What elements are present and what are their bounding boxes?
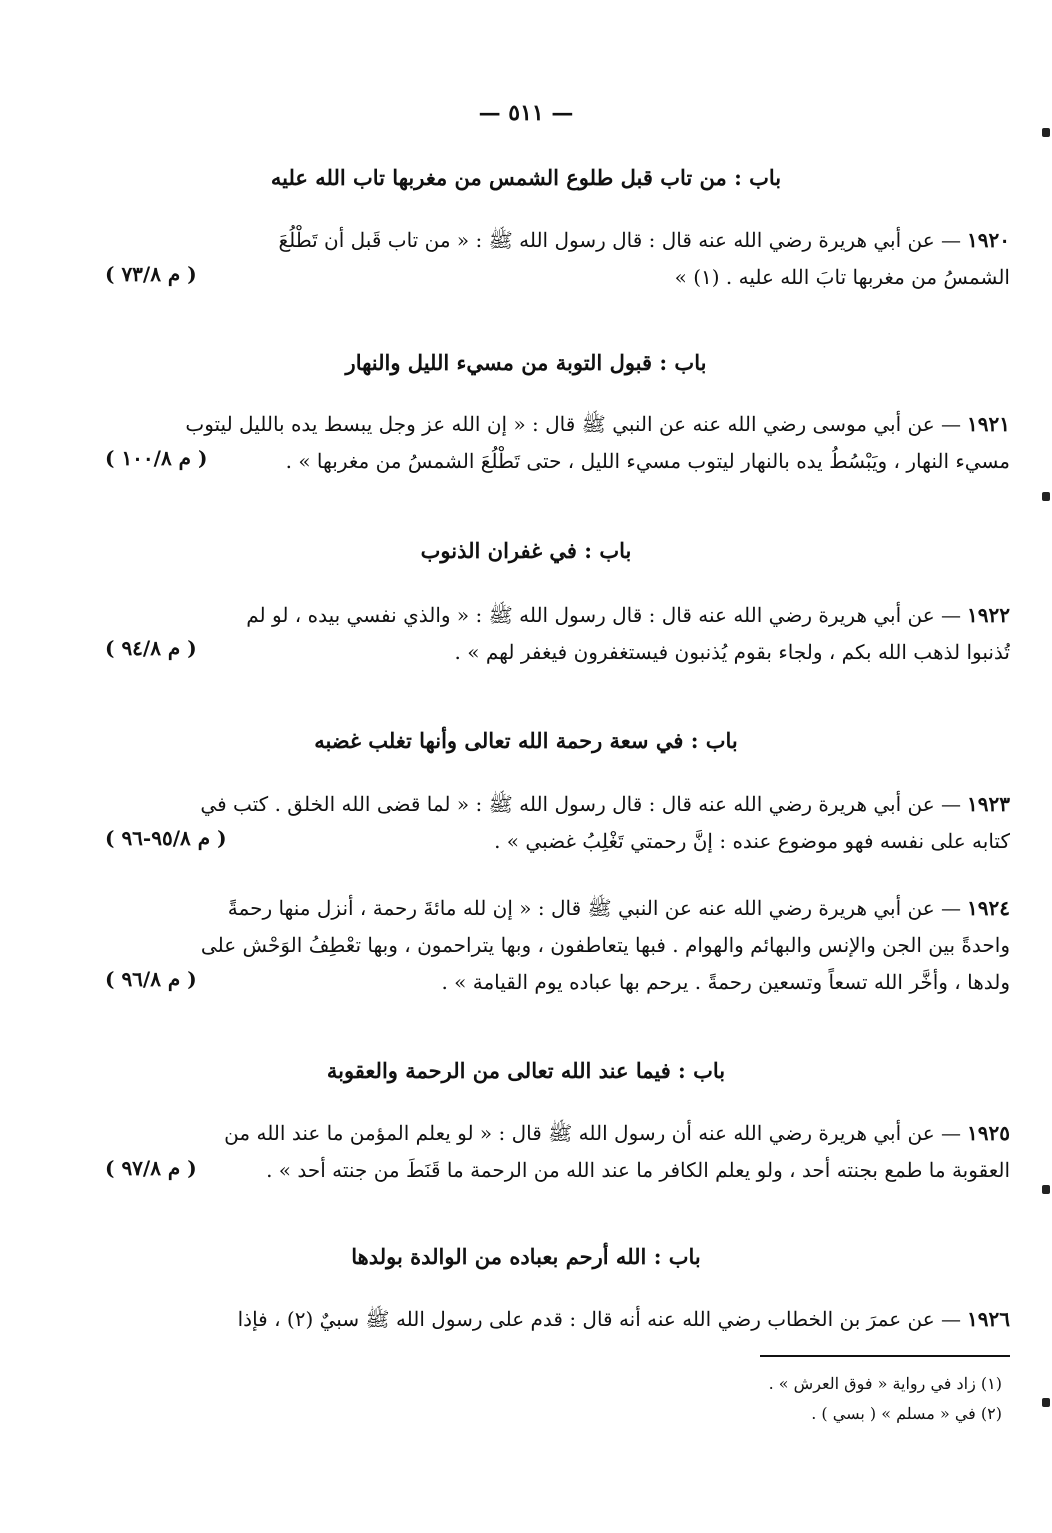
section-heading-6: باب : الله أرحم بعباده من الوالدة بولدها bbox=[351, 1244, 701, 1269]
section-heading-3: باب : في غفران الذنوب bbox=[420, 538, 632, 563]
source-reference: ( م ٩٧/٨ ) bbox=[105, 1156, 197, 1180]
hadith-number: ١٩٢٤ bbox=[967, 896, 1010, 920]
page-number: — ٥١١ — bbox=[478, 100, 574, 126]
scan-mark bbox=[1042, 1185, 1050, 1194]
hadith-text-line: — عن أبي هريرة رضي الله عنه أن رسول الله ﷺ قال : « لو يعلم المؤمن ما عند الله من bbox=[224, 1121, 962, 1145]
hadith-text-line: تُذنبوا لذهب الله بكم ، ولجاء بقوم يُذنبون فيستغفرون فيغفر لهم » . bbox=[454, 640, 1010, 664]
hadith-number: ١٩٢٣ bbox=[967, 792, 1010, 816]
source-reference: ( م ٩٦/٨ ) bbox=[105, 967, 197, 991]
hadith-text-line: العقوبة ما طمع بجنته أحد ، ولو يعلم الكافر ما عند الله من الرحمة ما قَنَطَ من جنته أحد » . bbox=[266, 1158, 1010, 1182]
source-reference: ( م ١٠٠/٨ ) bbox=[105, 446, 208, 470]
scan-mark bbox=[1042, 1398, 1050, 1407]
hadith-text-line: كتابه على نفسه فهو موضوع عنده : إنَّ رحمتي تَغْلِبُ غضبي » . bbox=[494, 829, 1010, 853]
hadith-1925 bbox=[100, 1115, 1010, 1189]
scan-mark bbox=[1042, 128, 1050, 137]
footnote-1: (١) زاد في رواية « فوق العرش » . bbox=[768, 1374, 1002, 1393]
source-reference: ( م ٧٣/٨ ) bbox=[105, 262, 197, 286]
hadith-1926 bbox=[100, 1301, 1010, 1338]
hadith-text-line: — عن أبي هريرة رضي الله عنه قال : قال رسول الله ﷺ : « لما قضى الله الخلق . كتب في bbox=[200, 792, 962, 816]
hadith-text-line: — عن عمرَ بن الخطاب رضي الله عنه أنه قال : قدم على رسول الله ﷺ سبيٌ (٢) ، فإذا bbox=[237, 1307, 962, 1331]
section-heading-1: باب : من تاب قبل طلوع الشمس من مغربها تاب الله عليه bbox=[270, 165, 782, 190]
hadith-1922 bbox=[100, 597, 1010, 671]
hadith-text-line: الشمسُ من مغربها تابَ الله عليه . (١) » bbox=[674, 265, 1010, 289]
hadith-1923 bbox=[100, 786, 1010, 860]
hadith-1921 bbox=[100, 406, 1010, 480]
footnote-2: (٢) في « مسلم » ( بسي ) . bbox=[811, 1404, 1002, 1423]
section-heading-2: باب : قبول التوبة من مسيء الليل والنهار bbox=[345, 350, 707, 375]
scan-mark bbox=[1042, 492, 1050, 501]
hadith-number: ١٩٢٠ bbox=[967, 228, 1010, 252]
hadith-1924 bbox=[100, 890, 1010, 1001]
hadith-number: ١٩٢١ bbox=[967, 412, 1010, 436]
hadith-text-line: ولدها ، وأخَّر الله تسعاً وتسعين رحمةً . يرحم بها عباده يوم القيامة » . bbox=[441, 970, 1010, 994]
source-reference: ( م ٩٤/٨ ) bbox=[105, 636, 197, 660]
hadith-1920 bbox=[100, 222, 1010, 296]
hadith-text-line: — عن أبي هريرة رضي الله عنه قال : قال رسول الله ﷺ : « من تاب قَبل أن تَطْلُعَ bbox=[278, 228, 962, 252]
hadith-text-line: واحدةً بين الجن والإنس والبهائم والهوام . فبها يتعاطفون ، وبها يتراحمون ، وبها تعْطِفُ الوَحْش على bbox=[200, 933, 1010, 957]
hadith-text-line: — عن أبي هريرة رضي الله عنه عن النبي ﷺ قال : « إن لله مائةَ رحمة ، أنزل منها رحمةً bbox=[227, 896, 962, 920]
hadith-text-line: مسيء النهار ، ويَبْسُطُ يده بالنهار ليتوب مسيء الليل ، حتى تَطْلُعَ الشمسُ من مغربها » . bbox=[285, 449, 1010, 473]
footnote-divider bbox=[760, 1355, 1010, 1357]
hadith-text-line: — عن أبي هريرة رضي الله عنه قال : قال رسول الله ﷺ : « والذي نفسي بيده ، لو لم bbox=[246, 603, 962, 627]
source-reference: ( م ٩٥/٨-٩٦ ) bbox=[105, 826, 227, 850]
section-heading-5: باب : فيما عند الله تعالى من الرحمة والعقوبة bbox=[326, 1058, 726, 1083]
hadith-text-line: — عن أبي موسى رضي الله عنه عن النبي ﷺ قال : « إن الله عز وجل يبسط يده بالليل ليتوب bbox=[185, 412, 962, 436]
section-heading-4: باب : في سعة رحمة الله تعالى وأنها تغلب غضبه bbox=[314, 728, 738, 753]
hadith-number: ١٩٢٢ bbox=[967, 603, 1010, 627]
hadith-number: ١٩٢٥ bbox=[967, 1121, 1010, 1145]
hadith-number: ١٩٢٦ bbox=[967, 1307, 1010, 1331]
